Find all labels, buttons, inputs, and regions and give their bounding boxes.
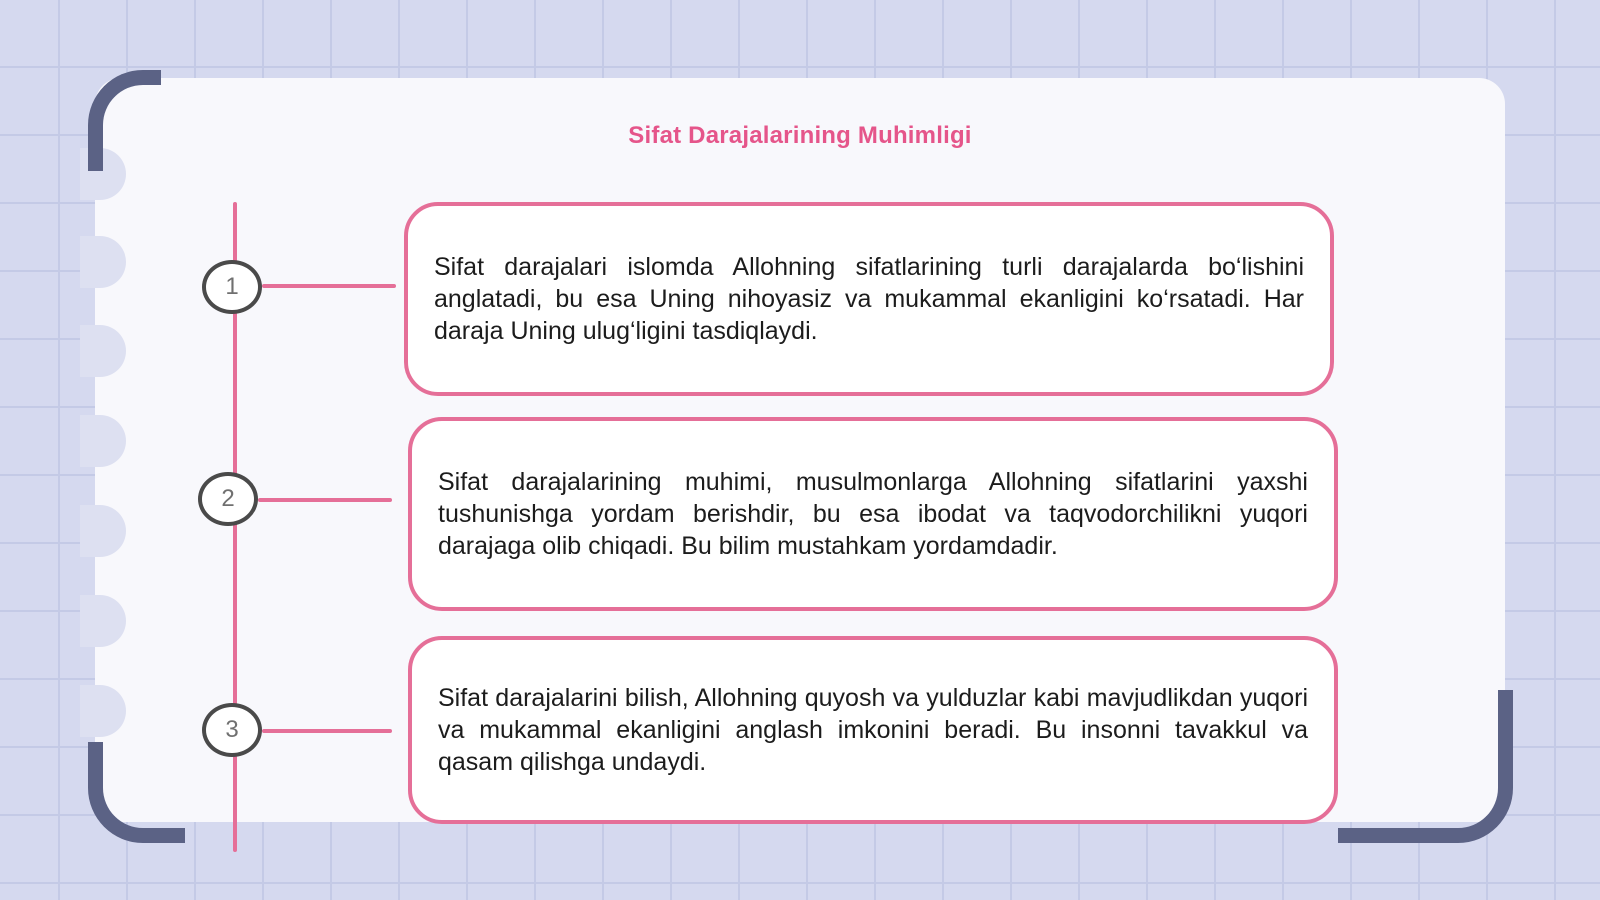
timeline-connector-1 (262, 284, 396, 288)
timeline-item-text: Sifat darajalari islomda Allohning sifatlarining turli darajalarda bo‘lishini anglatadi, bu esa Uning nihoyasiz va mukammal ekanligini ko‘rsatadi. Har daraja Uning ulug‘ligini tasdiqlaydi. (434, 253, 1304, 345)
timeline-connector-2 (258, 498, 392, 502)
timeline-item-text: Sifat darajalarining muhimi, musulmonlarga Allohning sifatlarini yaxshi tushunishga yordam berishdir, bu esa ibodat va taqvodorchilikni yuqori darajaga olib chiqadi. Bu bilim mustahkam yordamdadir. (438, 468, 1308, 560)
timeline-item-1 (404, 202, 1334, 396)
corner-bracket-bottom-left (88, 742, 185, 843)
corner-bracket-top-left (88, 70, 161, 171)
step-number-1 (202, 260, 262, 314)
step-number-2 (198, 472, 258, 526)
step-number-label: 1 (225, 273, 239, 300)
step-number-3 (202, 703, 262, 757)
timeline-item-3 (408, 636, 1338, 824)
timeline-item-2 (408, 417, 1338, 611)
step-number-label: 2 (221, 485, 235, 512)
timeline-item-text: Sifat darajalarini bilish, Allohning quyosh va yulduzlar kabi mavjudlikdan yuqori va mukammal ekanligini anglash imkonini beradi. Bu insonni tavakkul va qasam qilishga undaydi. (438, 684, 1308, 776)
step-number-label: 3 (225, 716, 239, 743)
slide-title: Sifat Darajalarining Muhimligi (628, 122, 972, 149)
timeline-connector-3 (262, 729, 392, 733)
corner-bracket-bottom-right (1338, 690, 1513, 843)
